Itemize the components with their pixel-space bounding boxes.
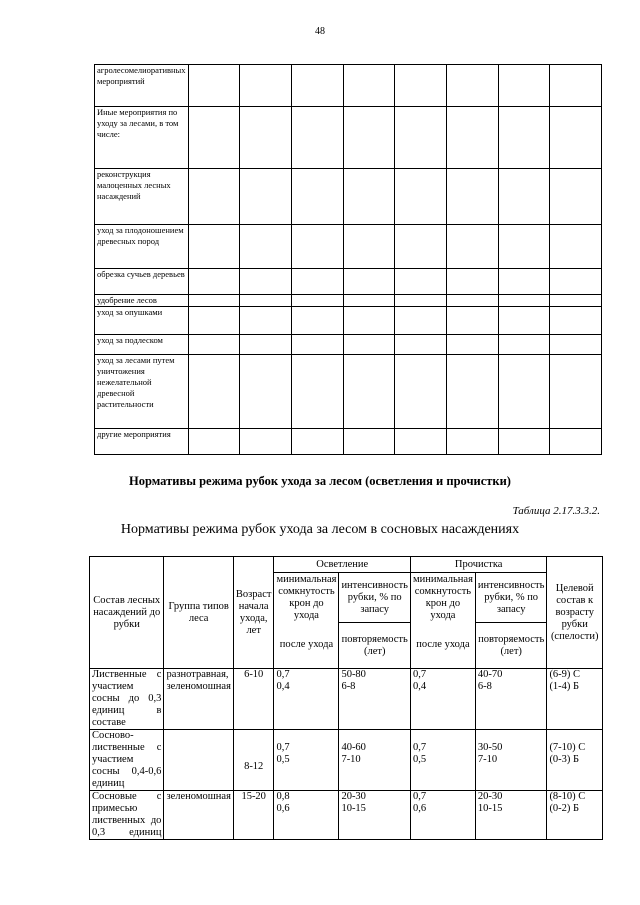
empty-cell (291, 335, 343, 355)
table-row (90, 669, 603, 730)
table-row (90, 791, 603, 840)
empty-cell (550, 335, 602, 355)
empty-cell (343, 225, 395, 269)
empty-cell (343, 307, 395, 335)
page-number: 48 (315, 26, 325, 37)
empty-cell (240, 295, 292, 307)
table-caption: Таблица 2.17.3.3.2. (512, 505, 600, 517)
cell-target: (0-2) Б (549, 803, 580, 814)
empty-cell (188, 429, 240, 455)
table-row (95, 169, 602, 225)
empty-cell (343, 295, 395, 307)
empty-cell (291, 429, 343, 455)
empty-cell (188, 269, 240, 295)
cell-p-after: 0,6 (412, 803, 427, 814)
empty-cell (188, 107, 240, 169)
empty-cell (240, 225, 292, 269)
cell-o-after: 0,5 (276, 754, 290, 765)
empty-cell (291, 65, 343, 107)
cell-target: (8-10) С (549, 791, 586, 802)
row-label: обрезка сучьев деревьев (95, 269, 189, 295)
cell-p-int: 20-30 (477, 791, 503, 802)
empty-cell (343, 107, 395, 169)
cell-composition: Лиственные с участием сосны до 0,3 единиц в составе (90, 669, 164, 730)
header-osvetlenie: Осветление (274, 557, 410, 573)
cell-o-after: 0,6 (276, 803, 290, 814)
empty-cell (395, 65, 447, 107)
cell-o-min: 0,7 (276, 669, 290, 680)
cell-o-rep: 10-15 (341, 803, 366, 814)
empty-cell (240, 269, 292, 295)
empty-cell (188, 295, 240, 307)
empty-cell (240, 335, 292, 355)
empty-cell (395, 307, 447, 335)
cell-p-min: 0,7 (412, 742, 427, 753)
empty-cell (188, 169, 240, 225)
empty-cell (395, 429, 447, 455)
cell-age: 6-10 (233, 669, 274, 730)
empty-cell (550, 269, 602, 295)
empty-cell (550, 225, 602, 269)
empty-cell (446, 307, 498, 335)
header-intensity: интенсивность рубки, % по запасу (339, 573, 411, 623)
table-row (95, 307, 602, 335)
empty-cell (343, 355, 395, 429)
empty-cell (550, 295, 602, 307)
table-row (95, 429, 602, 455)
empty-cell (550, 355, 602, 429)
empty-cell (446, 65, 498, 107)
empty-cell (188, 65, 240, 107)
cell-p-int: 30-50 (477, 742, 503, 753)
cell-p-int: 40-70 (477, 669, 503, 680)
header-min-density: минимальная сомкнутость крон до ухода (410, 573, 475, 623)
header-min-density: минимальная сомкнутость крон до ухода (274, 573, 339, 623)
header-repeat: повторяемость (лет) (475, 623, 547, 669)
cell-o-min: 0,8 (276, 791, 290, 802)
header-group: Группа типов леса (164, 557, 233, 669)
row-label: Иные мероприятия по уходу за лесами, в том числе: (95, 107, 189, 169)
empty-cell (343, 269, 395, 295)
cell-p-min: 0,7 (412, 791, 427, 802)
empty-cell (395, 169, 447, 225)
cell-target: (7-10) С (549, 742, 586, 753)
empty-cell (291, 107, 343, 169)
cell-p-rep: 10-15 (477, 803, 503, 814)
row-label: другие мероприятия (95, 429, 189, 455)
empty-cell (343, 169, 395, 225)
table-row (95, 269, 602, 295)
table-row (95, 225, 602, 269)
empty-cell (395, 355, 447, 429)
cell-age: 8-12 (233, 730, 274, 791)
row-label: уход за опушками (95, 307, 189, 335)
empty-cell (446, 335, 498, 355)
empty-cell (498, 335, 550, 355)
header-repeat: повторяемость (лет) (339, 623, 411, 669)
cell-o-int: 40-60 (341, 742, 366, 753)
empty-cell (188, 335, 240, 355)
table-row (95, 355, 602, 429)
header-composition: Состав лесных насаждений до рубки (90, 557, 164, 669)
cell-o-after: 0,4 (276, 681, 290, 692)
empty-cell (498, 355, 550, 429)
cell-o-rep: 7-10 (341, 754, 361, 765)
cell-target: (6-9) С (549, 669, 581, 680)
empty-cell (498, 429, 550, 455)
cell-o-int: 20-30 (341, 791, 366, 802)
header-age: Возраст начала ухода, лет (233, 557, 274, 669)
table-row (90, 730, 603, 791)
empty-cell (498, 169, 550, 225)
cell-p-after: 0,4 (412, 681, 427, 692)
empty-cell (498, 307, 550, 335)
table-row (95, 335, 602, 355)
cell-o-min: 0,7 (276, 742, 290, 753)
empty-cell (446, 429, 498, 455)
empty-cell (343, 335, 395, 355)
cell-p-after: 0,5 (412, 754, 427, 765)
cell-composition: Сосново-лиственные с участием сосны 0,4-0,6 единиц (90, 730, 164, 791)
empty-cell (240, 355, 292, 429)
empty-cell (550, 169, 602, 225)
table-title: Нормативы режима рубок ухода за лесом в сосновых насаждениях (120, 522, 520, 537)
cell-composition: Сосновые с примесью лиственных до 0,3 единиц (90, 791, 164, 840)
header-prochistka: Прочистка (410, 557, 546, 573)
empty-cell (188, 307, 240, 335)
row-label: агролесомелиоративных мероприятий (95, 65, 189, 107)
empty-cell (498, 295, 550, 307)
empty-cell (240, 307, 292, 335)
measures-table (94, 64, 602, 455)
empty-cell (446, 295, 498, 307)
cell-p-rep: 6-8 (477, 681, 492, 692)
empty-cell (188, 225, 240, 269)
empty-cell (446, 355, 498, 429)
table-row (95, 65, 602, 107)
empty-cell (550, 65, 602, 107)
cell-age: 15-20 (233, 791, 274, 840)
cell-group: зеленомошная (164, 791, 233, 840)
header-after: после ухода (274, 623, 339, 669)
empty-cell (291, 269, 343, 295)
table-row (95, 107, 602, 169)
cell-o-rep: 6-8 (341, 681, 356, 692)
norms-table (89, 556, 603, 840)
empty-cell (240, 107, 292, 169)
cell-group: разнотравная, зеленомошная (164, 669, 233, 730)
section-heading: Нормативы режима рубок ухода за лесом (осветления и прочистки) (129, 474, 511, 488)
empty-cell (291, 169, 343, 225)
cell-target: (0-3) Б (549, 754, 580, 765)
empty-cell (550, 107, 602, 169)
empty-cell (498, 225, 550, 269)
empty-cell (395, 107, 447, 169)
row-label: удобрение лесов (95, 295, 189, 307)
empty-cell (291, 355, 343, 429)
header-after: после ухода (410, 623, 475, 669)
empty-cell (550, 307, 602, 335)
empty-cell (291, 225, 343, 269)
empty-cell (343, 429, 395, 455)
empty-cell (550, 429, 602, 455)
empty-cell (291, 295, 343, 307)
empty-cell (188, 355, 240, 429)
empty-cell (240, 429, 292, 455)
empty-cell (395, 225, 447, 269)
table-row (95, 295, 602, 307)
header-intensity: интенсивность рубки, % по запасу (475, 573, 547, 623)
cell-p-rep: 7-10 (477, 754, 498, 765)
empty-cell (446, 225, 498, 269)
empty-cell (395, 295, 447, 307)
empty-cell (395, 335, 447, 355)
empty-cell (240, 169, 292, 225)
empty-cell (446, 169, 498, 225)
cell-target: (1-4) Б (549, 681, 580, 692)
empty-cell (240, 65, 292, 107)
cell-group (164, 730, 233, 791)
empty-cell (446, 269, 498, 295)
row-label: уход за лесами путем уничтожения нежелательной древесной растительности (95, 355, 189, 429)
empty-cell (395, 269, 447, 295)
empty-cell (498, 269, 550, 295)
row-label: уход за плодоношением древесных пород (95, 225, 189, 269)
row-label: реконструкция малоценных лесных насаждений (95, 169, 189, 225)
header-target: Целевой состав к возрасту рубки (спелости) (547, 557, 603, 669)
cell-o-int: 50-80 (341, 669, 366, 680)
row-label: уход за подлеском (95, 335, 189, 355)
empty-cell (498, 107, 550, 169)
empty-cell (498, 65, 550, 107)
empty-cell (446, 107, 498, 169)
empty-cell (291, 307, 343, 335)
cell-p-min: 0,7 (412, 669, 427, 680)
empty-cell (343, 65, 395, 107)
